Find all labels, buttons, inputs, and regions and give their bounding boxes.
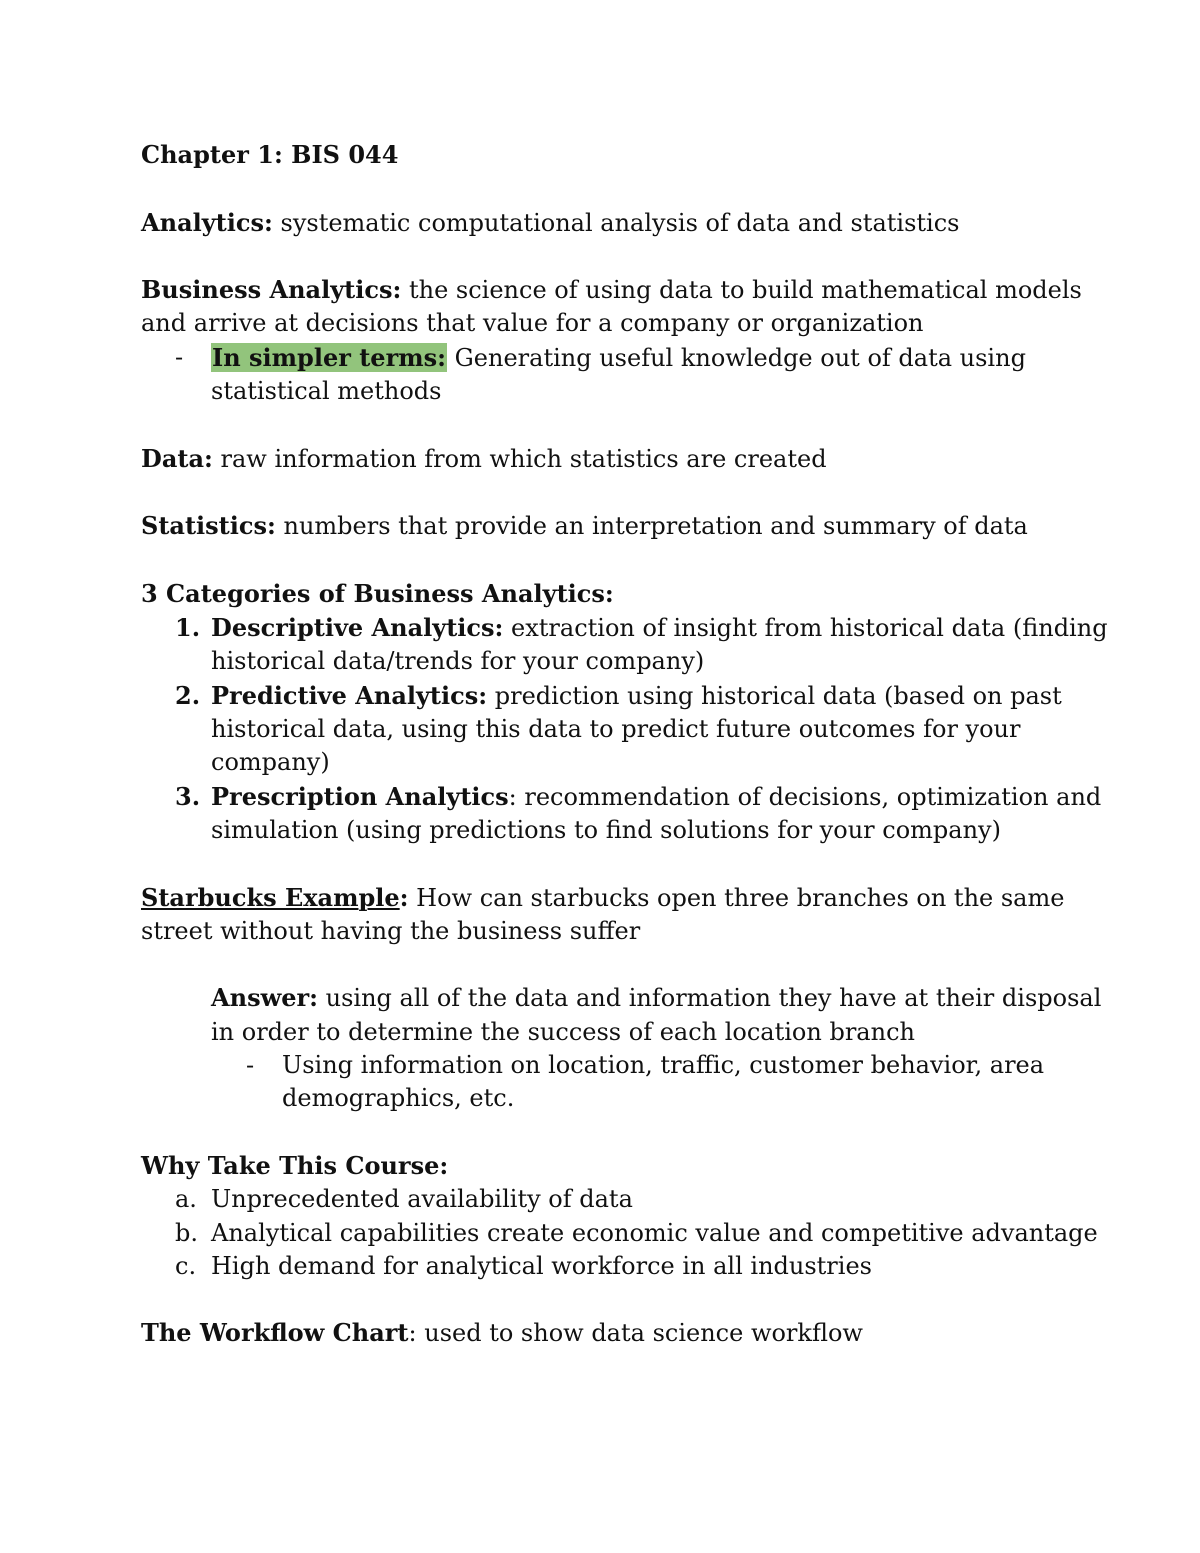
item-line1: : recommendation of decisions, optimization and [508,782,1102,811]
item-text: Unprecedented availability of data [211,1185,633,1214]
why-section [141,1149,1098,1283]
item-line2: historical data, using this data to predict future outcomes for your [211,715,1021,744]
analytics-def: systematic computational analysis of data and statistics [272,208,960,237]
categories-list [141,611,1108,847]
statistics-def: numbers that provide an interpretation and summary of data [275,512,1028,541]
item-text: Analytical capabilities create economic value and competitive advantage [211,1218,1098,1247]
data-term: Data: [141,443,213,473]
list-marker: b. [175,1218,198,1247]
list-item [141,780,1102,848]
list-item [141,611,1108,679]
item-line3: company) [211,748,330,777]
list-marker: a. [175,1185,197,1214]
dash-marker: - [175,342,184,371]
answer-line1: using all of the data and information they have at their disposal [318,984,1102,1013]
starbucks-line2: street without having the business suffer [141,916,641,945]
workflow-def: : used to show data science workflow [408,1319,863,1348]
list-item [141,679,1071,780]
data-def: raw information from which statistics are created [212,444,827,473]
answer-bullet [141,1049,1071,1116]
statistics-term: Statistics: [141,511,276,541]
chapter-title: Chapter 1: BIS 044 [141,140,399,169]
data-definition [141,442,1071,476]
list-item [141,1183,1071,1216]
item-term: Predictive Analytics: [211,680,488,710]
answer-bullet-line2: demographics, etc. [282,1084,515,1113]
item-term: Descriptive Analytics: [211,613,504,643]
answer-bullet-line1: Using information on location, traffic, customer behavior, area [282,1051,1045,1080]
why-list [141,1183,1098,1283]
item-line1: prediction using historical data (based on past [487,681,1062,710]
starbucks-line1: How can starbucks open three branches on the same [408,883,1065,912]
simpler-terms-bullet [141,341,1071,409]
list-item [141,1217,1098,1250]
analytics-term: Analytics: [141,207,273,237]
list-marker: 3. [175,781,201,811]
why-heading: Why Take This Course: [141,1150,449,1180]
list-marker: c. [175,1251,197,1280]
business-analytics-def-line2: and arrive at decisions that value for a company or organization [141,309,924,338]
workflow-term: The Workflow Chart [141,1318,409,1348]
categories-section [141,577,1108,847]
starbucks-colon: : [399,882,409,912]
simpler-terms-highlight: In simpler terms: [212,342,446,372]
workflow-definition [141,1316,1071,1350]
chapter-title-block [141,138,1071,172]
starbucks-answer [141,981,1102,1115]
item-line2: simulation (using predictions to find solutions for your company) [211,815,1001,844]
list-marker: 1. [175,613,201,643]
business-analytics-term: Business Analytics: [141,275,402,305]
item-line1: extraction of insight from historical data (finding [503,614,1108,643]
list-item [141,1250,1071,1283]
answer-line2: in order to determine the success of each location branch [211,1017,915,1046]
analytics-definition [141,206,1071,240]
dash-marker: - [246,1051,255,1080]
answer-term: Answer: [211,983,319,1013]
document-page [141,138,1108,1384]
item-line2: historical data/trends for your company) [211,647,705,676]
simpler-terms-line2: statistical methods [211,377,442,406]
starbucks-term: Starbucks Example [141,882,400,912]
categories-heading: 3 Categories of Business Analytics: [141,578,614,608]
item-text: High demand for analytical workforce in all industries [211,1251,872,1280]
statistics-definition [141,509,1071,543]
business-analytics-definition [141,273,1082,408]
business-analytics-def-line1: the science of using data to build mathematical models [401,276,1082,305]
simpler-terms-line1: Generating useful knowledge out of data using [447,343,1026,372]
list-marker: 2. [175,680,201,710]
starbucks-example [141,881,1071,949]
item-term: Prescription Analytics [211,781,509,811]
